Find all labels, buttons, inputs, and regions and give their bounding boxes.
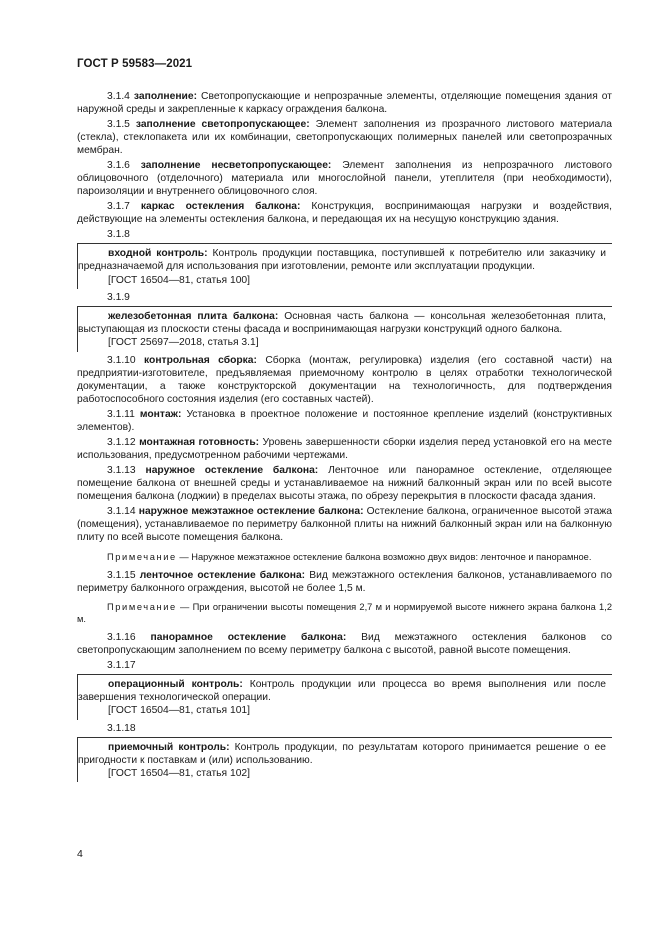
term-number: 3.1.6 — [107, 160, 130, 172]
term-number-3-1-17: 3.1.17 — [107, 659, 136, 671]
term-number-3-1-18: 3.1.18 — [107, 722, 136, 734]
term-number: 3.1.5 — [107, 118, 130, 130]
term-3-1-5 — [77, 118, 612, 158]
term-definition: Контроль продукции или процесса во время выполнения или после завершения технологической операции. — [78, 679, 606, 704]
note-text: — При ограничении высоты помещения 2,7 м и нормируемой высоте нижнего экрана балкона 1,2 м. — [77, 601, 612, 624]
note-label: Примечание — [107, 601, 177, 612]
term-box-3-1-9 — [77, 306, 612, 352]
term-definition: Сборка (монтаж, регулировка) изделия (его составной части) на предприятии-изготовителе, предъявляемая приемочному контролю в целях отработки технологической документации, а также конструкторской документации на технологичность, для подтверждения работоспособного состояния изделия (его составных частей). — [77, 354, 612, 406]
term-definition: Уровень завершенности сборки изделия перед установкой его на месте использования, предусмотренном рабочими чертежами. — [77, 436, 612, 462]
term-definition: Контроль продукции поставщика, поступившей к потребителю или заказчику и предназначаемой для использования при изготовлении, ремонте или эксплуатации продукции. — [78, 248, 606, 273]
term-definition: Конструкция, воспринимающая нагрузки и воздействия, действующие на элементы остекления балкона, и передающая их на несущую конструкцию здания. — [77, 201, 612, 226]
term-source: [ГОСТ 16504—81, статья 100] — [108, 274, 251, 286]
term-number: 3.1.4 — [107, 91, 130, 102]
term-3-1-18 — [78, 741, 606, 767]
term-definition: Ленточное или панорамное остекление, отделяющее помещение балкона от внешней среды и устанавливаемое на нижний балконный экран или по всей высоте помещения балкона (лоджии) в пределах высоты этажа, по обрезу перекрытия в плоскости фасада здания. — [77, 464, 612, 503]
term-3-1-4 — [77, 90, 612, 116]
term-number: 3.1.13 — [107, 464, 136, 476]
term-box-3-1-8 — [77, 243, 612, 289]
note-text: — Наружное межэтажное остекление балкона возможно двух видов: ленточное и панорамное. — [179, 551, 592, 562]
term-3-1-16 — [77, 631, 612, 657]
term-3-1-7 — [77, 200, 612, 226]
page-number: 4 — [77, 848, 83, 860]
term-definition: Вид межэтажного остекления балконов со светопропускающим заполнением по всему периметру балкона с высотой, равной высоте помещения. — [77, 631, 612, 657]
term-number: 3.1.7 — [107, 201, 130, 213]
term-name: панорамное остекление балкона: — [150, 631, 347, 643]
term-3-1-13 — [77, 464, 612, 504]
term-name: контрольная сборка: — [144, 354, 257, 366]
term-number: 3.1.11 — [107, 408, 135, 420]
term-name: приемочный контроль: — [108, 741, 230, 753]
term-source: [ГОСТ 16504—81, статья 101] — [108, 705, 251, 717]
term-3-1-17 — [78, 678, 606, 704]
term-name: монтажная готовность: — [139, 436, 260, 448]
term-name: заполнение светопропускающее: — [135, 118, 310, 130]
term-definition: Элемент заполнения из прозрачного листового материала (стекла), стеклопакета или их комбинации, светопропускающих полимерных панелей или светопрозрачных мембран. — [77, 118, 612, 157]
term-name: операционный контроль: — [108, 679, 243, 691]
terms-section — [77, 90, 612, 784]
term-3-1-6 — [77, 159, 612, 199]
term-number: 3.1.14 — [107, 505, 136, 517]
term-name: ленточное остекление балкона: — [139, 569, 306, 581]
term-number: 3.1.15 — [107, 569, 136, 581]
term-3-1-11 — [77, 408, 612, 434]
term-name: каркас остекления балкона: — [140, 201, 301, 213]
term-definition: Остекление балкона, ограниченное высотой этажа (помещения), устанавливаемое по периметру балконной плиты на нижний балконный экран или на балконную плиту по всей высоте помещения балкона. — [77, 505, 612, 544]
term-name: входной контроль: — [108, 248, 208, 260]
term-3-1-8 — [78, 247, 606, 273]
term-3-1-14 — [77, 505, 612, 545]
term-number-3-1-9: 3.1.9 — [107, 291, 130, 303]
term-number: 3.1.10 — [107, 354, 136, 366]
term-3-1-9 — [78, 310, 606, 336]
note-1 — [77, 551, 612, 563]
term-3-1-12 — [77, 436, 612, 462]
term-box-3-1-17 — [77, 674, 612, 720]
term-name: наружное межэтажное остекление балкона: — [138, 505, 364, 517]
term-source: [ГОСТ 16504—81, статья 102] — [108, 768, 251, 780]
term-3-1-15 — [77, 569, 612, 595]
term-definition: Установка в проектное положение и постоянное крепление изделий (конструктивных элементов). — [77, 408, 612, 434]
term-3-1-10 — [77, 354, 612, 407]
document-code: ГОСТ Р 59583—2021 — [77, 58, 193, 70]
term-definition: Контроль продукции, по результатам которого принимается решение о ее пригодности к поставкам и (или) использованию. — [78, 741, 606, 767]
term-name: наружное остекление балкона: — [145, 464, 319, 476]
term-definition: Вид межэтажного остекления балконов, устанавливаемого по периметру балконного ограждения, высотой не более 1,5 м. — [77, 569, 612, 594]
term-name: железобетонная плита балкона: — [108, 311, 279, 323]
term-number: 3.1.12 — [107, 436, 136, 448]
term-number: 3.1.16 — [107, 631, 136, 643]
note-label: Примечание — [107, 551, 177, 562]
term-name: заполнение: — [133, 91, 198, 102]
note-2 — [77, 601, 612, 625]
term-name: заполнение несветопропускающее: — [140, 160, 332, 172]
term-definition: Элемент заполнения из непрозрачного листового облицовочного (отделочного) материала или многослойной панели, утеплителя (при необходимости), пароизоляции и внутреннего облицовочного слоя. — [77, 160, 612, 198]
term-definition: Светопропускающие и непрозрачные элементы, отделяющие помещения здания от наружной среды и закрепленные к каркасу ограждения балкона. — [77, 91, 612, 116]
term-number-3-1-8: 3.1.8 — [107, 229, 130, 241]
term-source: [ГОСТ 25697—2018, статья 3.1] — [108, 337, 259, 349]
term-box-3-1-18 — [77, 737, 612, 783]
term-name: монтаж: — [139, 408, 182, 420]
term-definition: Основная часть балкона — консольная железобетонная плита, выступающая из плоскости стены фасада и воспринимающая нагрузки конструкций одного балкона. — [78, 311, 606, 336]
